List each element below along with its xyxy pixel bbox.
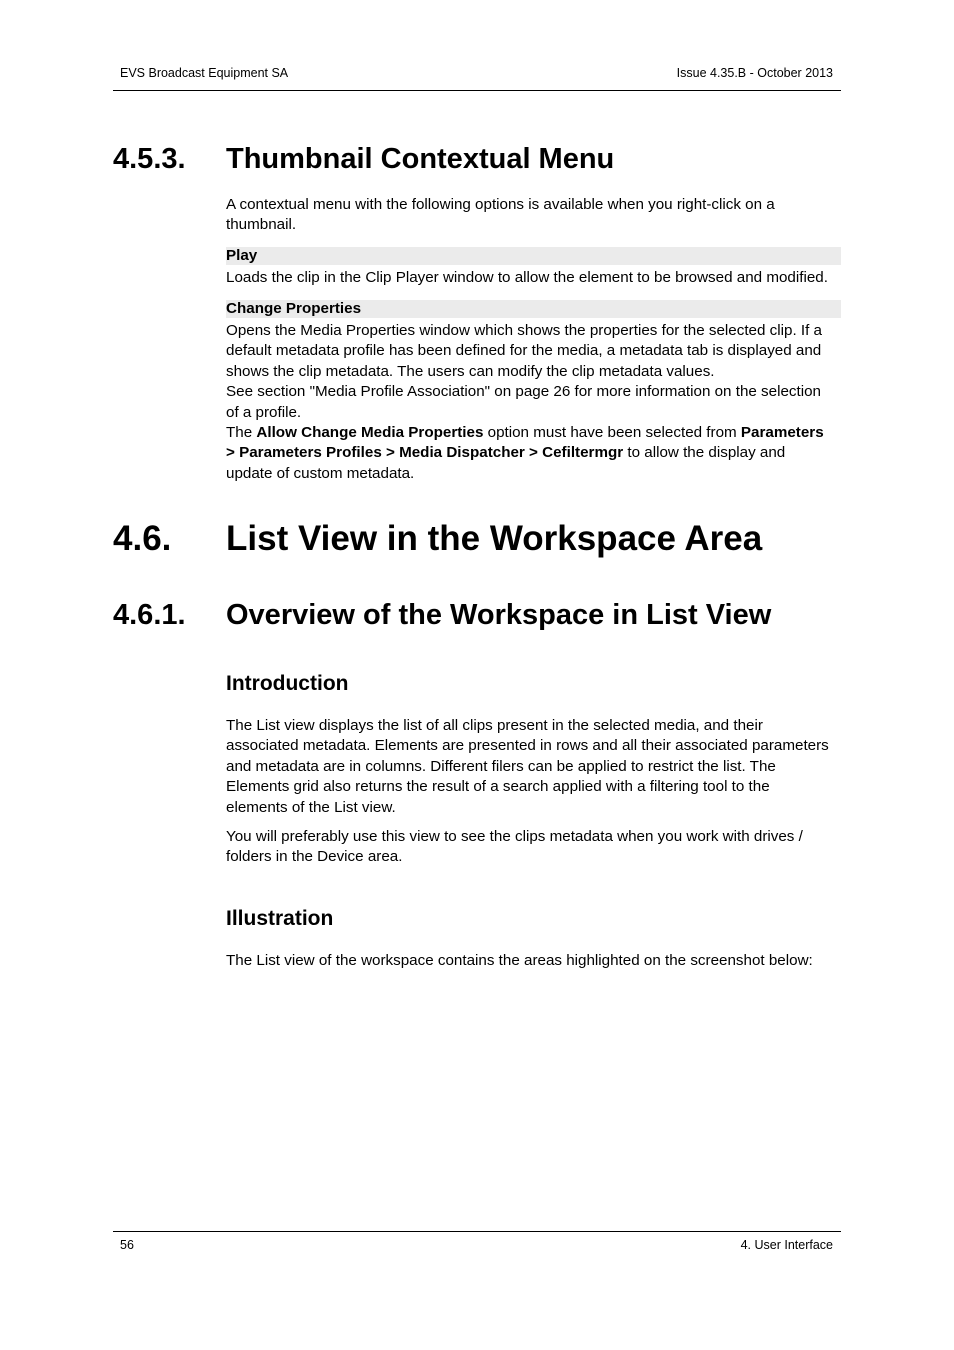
paragraph-line: folders in the Device area.: [226, 848, 403, 866]
header-rule: [113, 90, 841, 91]
section-461-number: 4.6.1.: [113, 599, 186, 631]
description-line: shows the clip metadata. The users can modify the clip metadata values.: [226, 362, 715, 380]
note-line-3: update of custom metadata.: [226, 464, 415, 482]
description-line: of a profile.: [226, 403, 302, 421]
description-line: See section "Media Profile Association" on page 26 for more information on the selection: [226, 383, 821, 401]
note-tail: to allow the display and: [623, 444, 786, 462]
footer-chapter: 4. User Interface: [740, 1238, 833, 1252]
section-46-title: List View in the Workspace Area: [226, 519, 763, 558]
note-prefix: The: [226, 424, 257, 442]
paragraph-line: elements of the List view.: [226, 798, 396, 816]
section-453-number: 4.5.3.: [113, 143, 186, 175]
change-properties-description: [226, 321, 841, 484]
note-path: > Parameters Profiles > Media Dispatcher > Cefiltermgr: [226, 444, 624, 462]
header-issue: Issue 4.35.B - October 2013: [676, 66, 833, 80]
note-line-1: [226, 423, 841, 443]
description-line: default metadata profile has been defined for the media, a metadata tab is displayed and: [226, 342, 822, 360]
introduction-heading: Introduction: [226, 672, 349, 695]
paragraph-line: The List view of the workspace contains the areas highlighted on the screenshot below:: [226, 952, 813, 969]
header-company: EVS Broadcast Equipment SA: [120, 66, 289, 80]
note-mid: option must have been selected from: [483, 424, 741, 442]
section-453-intro: [226, 195, 841, 236]
note-path-start: Parameters: [740, 424, 824, 442]
description-line: Opens the Media Properties window which shows the properties for the selected clip. If a: [226, 322, 822, 339]
illustration-paragraph: [226, 951, 841, 971]
term-change-properties: Change Properties: [226, 300, 841, 318]
introduction-paragraph-2: [226, 827, 841, 868]
paragraph-line: Elements grid also returns the result of a search applied with a filtering tool to the: [226, 778, 770, 796]
paragraph-line: and metadata are in columns. Different filers can be applied to restrict the list. The: [226, 757, 776, 775]
page-number: 56: [120, 1238, 134, 1252]
paragraph-line: The List view displays the list of all clips present in the selected media, and their: [226, 717, 763, 734]
intro-line: A contextual menu with the following options is available when you right-click on a: [226, 196, 775, 213]
section-453-title: Thumbnail Contextual Menu: [226, 143, 615, 175]
note-option-name: Allow Change Media Properties: [256, 424, 484, 442]
intro-line: thumbnail.: [226, 216, 297, 234]
section-46-number: 4.6.: [113, 519, 172, 558]
paragraph-line: You will preferably use this view to see the clips metadata when you work with drives /: [226, 828, 803, 845]
term-play: Play: [226, 247, 841, 265]
paragraph-line: associated metadata. Elements are presented in rows and all their associated parameters: [226, 737, 829, 755]
section-461-title: Overview of the Workspace in List View: [226, 599, 772, 631]
play-description: [226, 268, 841, 288]
play-description-line: Loads the clip in the Clip Player window to allow the element to be browsed and modified.: [226, 269, 828, 286]
note-line-2: [226, 443, 841, 463]
illustration-heading: Illustration: [226, 907, 334, 930]
introduction-paragraph-1: [226, 716, 841, 818]
footer-rule: [113, 1231, 841, 1232]
